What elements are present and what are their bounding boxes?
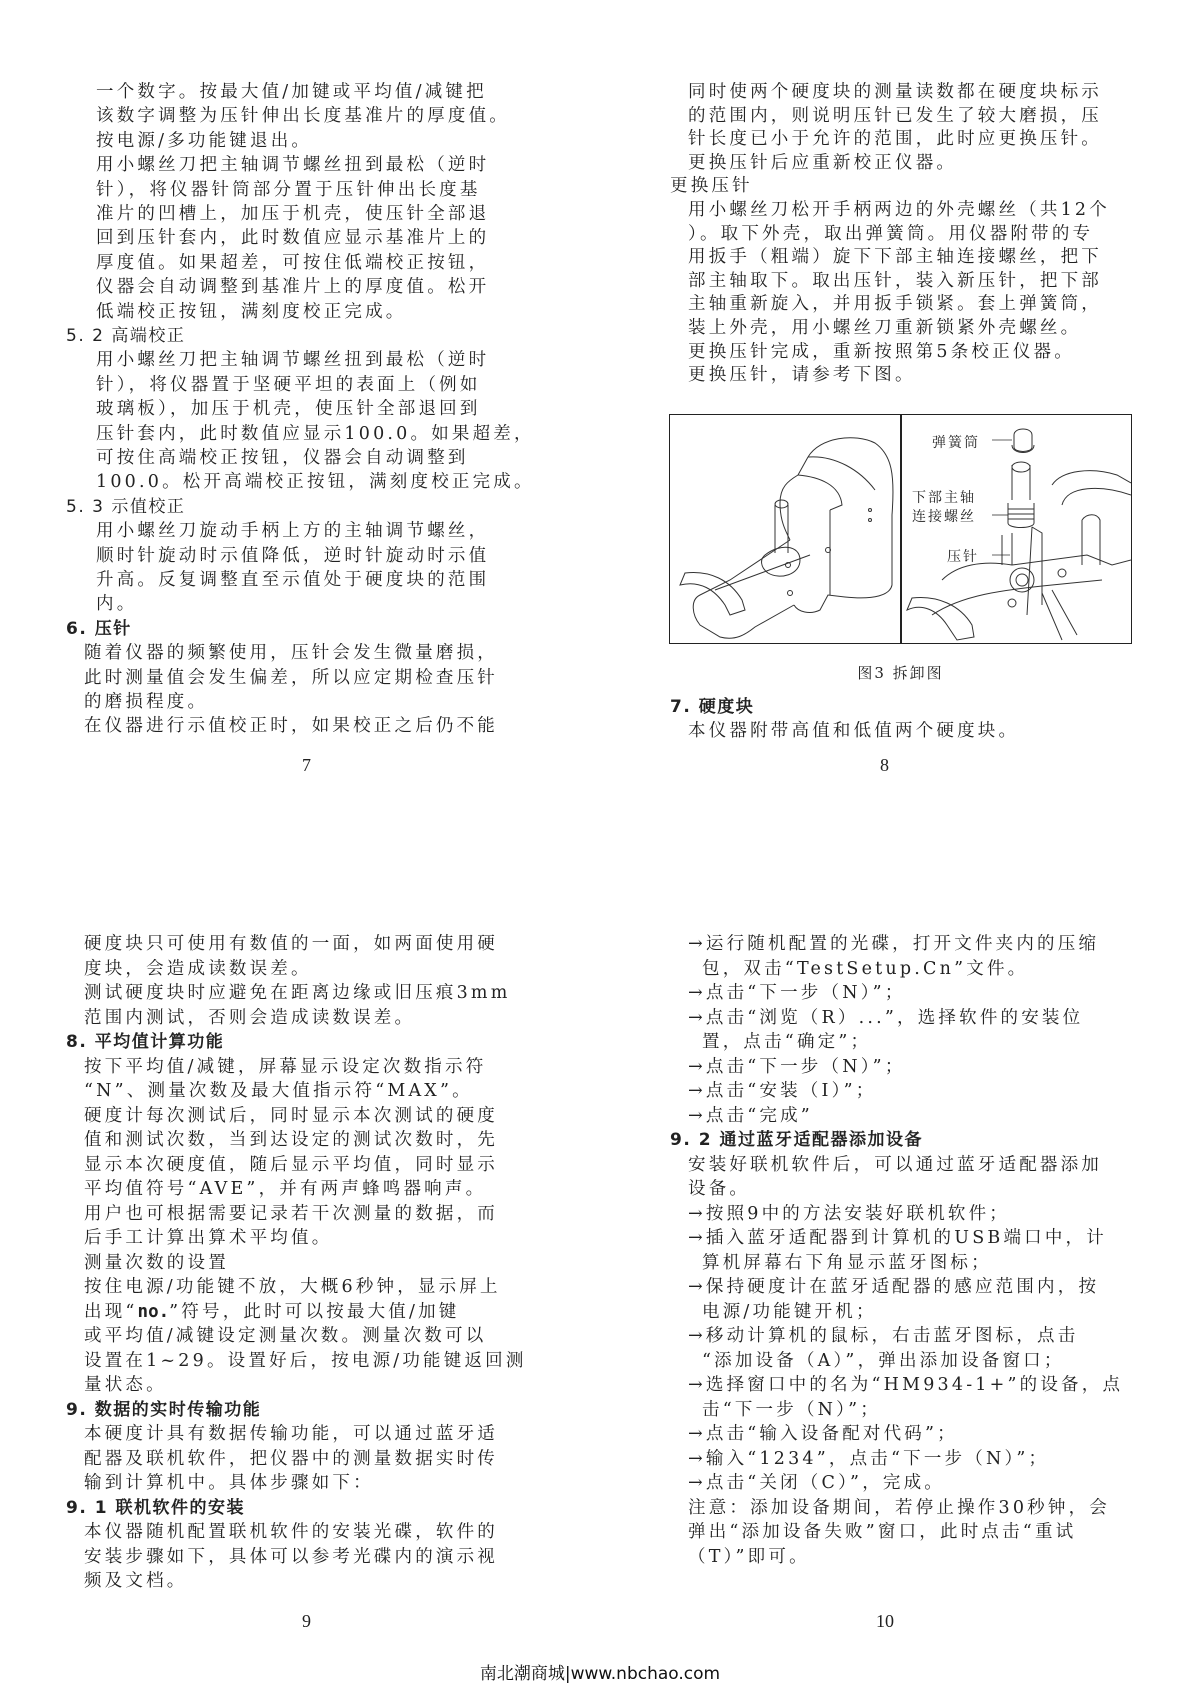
text-line: 更换压针完成，重新按照第5条校正仪器。 [688, 341, 1075, 362]
text-line: 设置在1~29。设置好后，按电源/功能键返回测 [84, 1350, 527, 1371]
text-line: →点击“输入设备配对代码”； [688, 1424, 958, 1444]
text-line: 用小螺丝刀旋动手柄上方的主轴调节螺丝， [96, 521, 490, 542]
text-line: 仪器会自动调整到基准片上的厚度值。松开 [96, 277, 490, 298]
text-line: 输到计算机中。具体步骤如下： [84, 1473, 374, 1493]
text-line [84, 1300, 460, 1324]
page-number-7: 7 [302, 755, 311, 775]
text-line: 安装好联机软件后，可以通过蓝牙适配器添加 [688, 1154, 1102, 1175]
text-line: 用小螺丝刀把主轴调节螺丝扭到最松（逆时 [96, 350, 490, 371]
text-line: “N”、测量次数及最大值指示符“MAX”。 [84, 1081, 473, 1101]
figure-panel-disassembled [902, 415, 1131, 643]
text-line: 厚度值。如果超差，可按住低端校正按钮， [96, 252, 490, 273]
text-line: 准片的凹槽上，加压于机壳，使压针全部退 [96, 204, 490, 224]
text-line: 频及文档。 [84, 1571, 188, 1591]
text-line: 本仪器随机配置联机软件的安装光碟，软件的 [84, 1522, 498, 1542]
text-line: （T）”即可。 [688, 1546, 810, 1567]
text-line: 按住电源/功能键不放，大概6秒钟，显示屏上 [84, 1277, 501, 1297]
lcd-symbol-no: no. [137, 1301, 170, 1322]
text-fragment: 出现“ [84, 1301, 138, 1322]
page-number-9: 9 [302, 1611, 311, 1631]
text-line: 配器及联机软件，把仪器中的测量数据实时传 [84, 1448, 498, 1469]
text-line: 在仪器进行示值校正时，如果校正之后仍不能 [84, 716, 498, 737]
text-line: 玻璃板），加压于机壳，使压针全部退回到 [96, 399, 481, 420]
text-line: 平均值符号“AVE”，并有两声蜂鸣器响声。 [84, 1179, 487, 1199]
text-line: 回到压针套内，此时数值应显示基准片上的 [96, 228, 490, 249]
section-heading: 5. 3 示值校正 [66, 496, 186, 517]
text-line: 后手工计算出算术平均值。 [84, 1228, 333, 1248]
text-line: →插入蓝牙适配器到计算机的USB端口中，计 [688, 1228, 1107, 1248]
text-line: 此时测量值会发生偏差，所以应定期检查压针 [84, 667, 498, 688]
text-line: 低端校正按钮，满刻度校正完成。 [96, 301, 407, 322]
text-line: 的磨损程度。 [84, 692, 209, 712]
section-heading: 8. 平均值计算功能 [66, 1032, 225, 1052]
text-line: 用扳手（粗端）旋下下部主轴连接螺丝，把下 [688, 247, 1102, 268]
text-line: →点击“完成” [688, 1105, 813, 1126]
page-number-8: 8 [880, 755, 889, 775]
text-line: →输入“1234”，点击“下一步（N）”； [688, 1448, 1050, 1469]
label-lower-spindle-line1: 下部主轴 [912, 490, 976, 506]
text-line: 或平均值/减键设定测量次数。测量次数可以 [84, 1326, 487, 1346]
text-line: 内。 [96, 594, 138, 615]
text-line: 针），将仪器置于坚硬平坦的表面上（例如 [96, 374, 481, 395]
text-line: →点击“下一步（N）”； [688, 983, 906, 1003]
text-line: 用小螺丝刀松开手柄两边的外壳螺丝（共12个 [688, 200, 1110, 220]
section-heading: 9. 1 联机软件的安装 [66, 1497, 245, 1518]
text-line: 弹出“添加设备失败”窗口，此时点击“重试 [688, 1522, 1077, 1542]
section-heading: 6. 压针 [66, 618, 132, 639]
text-line: 100.0。松开高端校正按钮，满刻度校正完成。 [96, 472, 535, 493]
text-line: 装上外壳，用小螺丝刀重新锁紧外壳螺丝。 [688, 318, 1082, 338]
text-line: 本仪器附带高值和低值两个硬度块。 [688, 720, 1020, 741]
figure-caption: 图3 拆卸图 [857, 664, 944, 682]
text-line: →点击“浏览（R）...”，选择软件的安装位 [688, 1007, 1084, 1028]
text-line: 显示本次硬度值，随后显示平均值，同时显示 [84, 1154, 498, 1175]
disassembly-figure [669, 414, 1132, 644]
text-line: 测试硬度块时应避免在距离边缘或旧压痕3mm [84, 983, 511, 1003]
text-line: 本硬度计具有数据传输功能，可以通过蓝牙适 [84, 1424, 498, 1444]
text-line: 可按住高端校正按钮，仪器会自动调整到 [96, 448, 469, 468]
text-line: 按下平均值/减键，屏幕显示设定次数指示符 [84, 1056, 487, 1077]
text-line: ）。取下外壳，取出弹簧筒。用仪器附带的专 [688, 223, 1094, 244]
text-line: 范围内测试，否则会造成读数误差。 [84, 1007, 416, 1028]
text-line: →选择窗口中的名为“HM934-1+”的设备，点 [688, 1375, 1124, 1395]
section-heading: 9. 2 通过蓝牙适配器添加设备 [670, 1130, 923, 1150]
text-line: 顺时针旋动时示值降低，逆时针旋动时示值 [96, 545, 490, 566]
text-line: →保持硬度计在蓝牙适配器的感应范围内，按 [688, 1277, 1100, 1297]
text-line: 用小螺丝刀把主轴调节螺丝扭到最松（逆时 [96, 155, 490, 176]
text-line: 设备。 [688, 1179, 751, 1199]
text-line: 按电源/多功能键退出。 [96, 130, 313, 151]
text-line: 值和测试次数，当到达设定的测试次数时，先 [84, 1130, 498, 1150]
text-line: 电源/功能键开机； [702, 1301, 877, 1322]
site-footer-watermark: 南北潮商城|www.nbchao.com [479, 1664, 721, 1684]
text-line: 测量次数的设置 [84, 1252, 229, 1273]
text-line: 主轴重新旋入，并用扳手锁紧。套上弹簧筒， [688, 294, 1102, 315]
text-line: 量状态。 [84, 1375, 167, 1395]
text-line: 同时使两个硬度块的测量读数都在硬度块标示 [688, 82, 1102, 102]
label-spring-tube: 弹簧筒 [932, 435, 980, 451]
text-line: 安装步骤如下，具体可以参考光碟内的演示视 [84, 1546, 498, 1567]
section-heading: 9. 数据的实时传输功能 [66, 1399, 262, 1420]
figure-panel-assembled [670, 415, 900, 643]
text-line: →运行随机配置的光碟，打开文件夹内的压缩 [688, 934, 1100, 954]
text-line: 升高。反复调整直至示值处于硬度块的范围 [96, 570, 490, 590]
text-line: 随着仪器的频繁使用，压针会发生微量磨损， [84, 643, 498, 664]
text-line: →移动计算机的鼠标，右击蓝牙图标，点击 [688, 1326, 1079, 1346]
label-lower-spindle-line2: 连接螺丝 [912, 509, 976, 525]
text-line: 击“下一步（N）”； [702, 1399, 881, 1420]
text-line: “添加设备（A）”，弹出添加设备窗口； [702, 1350, 1065, 1371]
text-line: →点击“下一步（N）”； [688, 1056, 906, 1077]
text-line: 部主轴取下。取出压针，装入新压针，把下部 [688, 270, 1102, 291]
page-number-10: 10 [876, 1611, 894, 1631]
text-line: →点击“关闭（C）”，完成。 [688, 1473, 945, 1493]
text-line: 针），将仪器针筒部分置于压针伸出长度基 [96, 179, 481, 200]
text-line: 更换压针后应重新校正仪器。 [688, 152, 958, 173]
text-line: 的范围内，则说明压针已发生了较大磨损，压 [688, 105, 1102, 126]
text-line: 更换压针，请参考下图。 [688, 365, 916, 386]
text-line: 硬度块只可使用有数值的一面，如两面使用硬 [84, 934, 498, 954]
section-heading: 更换压针 [670, 176, 753, 197]
text-line: 针长度已小于允许的范围，此时应更换压针。 [688, 129, 1102, 150]
text-line: →点击“安装（I）”； [688, 1081, 877, 1101]
section-heading: 7. 硬度块 [670, 697, 755, 717]
label-indenter: 压针 [947, 549, 979, 565]
text-line: 用户也可根据需要记录若干次测量的数据，而 [84, 1203, 498, 1224]
text-line: 算机屏幕右下角显示蓝牙图标； [702, 1252, 992, 1273]
text-line: 压针套内，此时数值应显示100.0。如果超差， [96, 423, 535, 444]
text-line: 包，双击“TestSetup.Cn”文件。 [702, 958, 1029, 979]
text-fragment: ”符号，此时可以按最大值/加键 [169, 1301, 460, 1322]
text-line: →按照9中的方法安装好联机软件； [688, 1203, 1010, 1224]
text-line: 度块，会造成读数误差。 [84, 958, 312, 979]
hardness-tester-assembled-drawing [670, 415, 900, 643]
section-heading: 5. 2 高端校正 [66, 326, 186, 346]
text-line: 硬度计每次测试后，同时显示本次测试的硬度 [84, 1105, 498, 1126]
text-line: 一个数字。按最大值/加键或平均值/减键把 [96, 82, 487, 102]
text-line: 该数字调整为压针伸出长度基准片的厚度值。 [96, 106, 510, 127]
text-line: 注意：添加设备期间，若停止操作30秒钟，会 [688, 1497, 1110, 1518]
text-line: 置，点击“确定”； [702, 1032, 872, 1052]
